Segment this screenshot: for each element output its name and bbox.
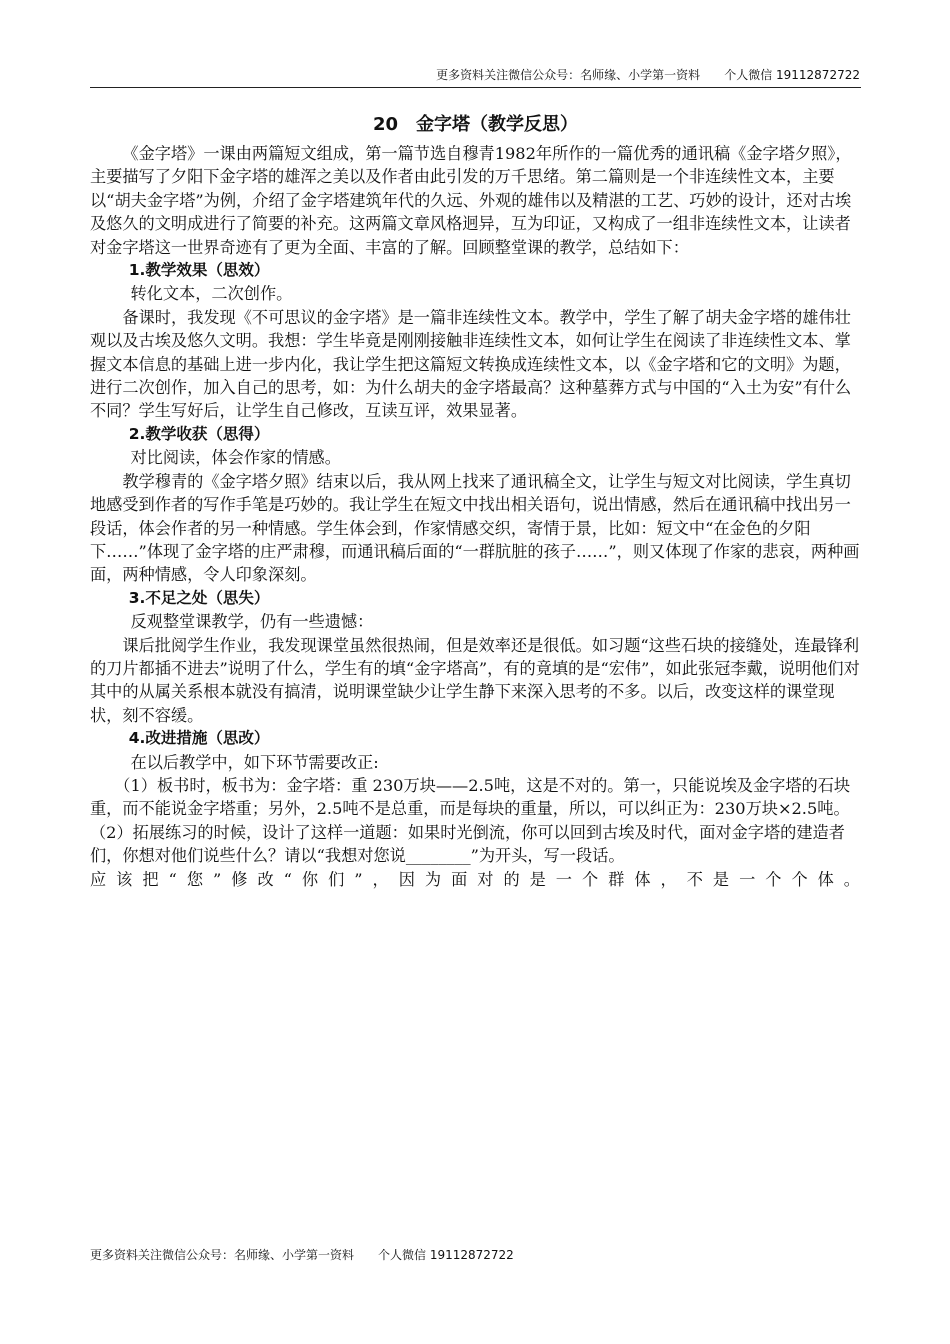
page-footer [90,1246,790,1264]
header-text: 更多资料关注微信公众号：名师缘、小学第一资料 [436,68,701,82]
title-text: 金字塔（教学反思） [416,114,579,135]
page-header [90,66,860,84]
section-paragraph: 教学穆青的《金字塔夕照》结束以后，我从网上找来了通讯稿全文，让学生与短文对比阅读，学生真切地感受到作者的写作手笔是巧妙的。我让学生在短文中找出相关语句，说出情感，然后在通讯稿中找出另一段话，体会作者的另一种情感。学生体会到，作家情感交织，寄情于景，比如：短文中“在金色的夕阳下……”体现了金字塔的庄严肃穆，而通讯稿后面的“一群肮脏的孩子……”，则又体现了作家的悲哀，两种画面，两种情感，令人印象深刻。 [90,471,860,585]
lesson-number: 20 [372,114,399,135]
section-heading: 2.教学收获（思得） [128,424,270,443]
section-improvement [90,727,861,891]
section-subtitle: 转化文本，二次创作。 [130,284,293,304]
section-paragraph: 备课时，我发现《不可思议的金字塔》是一篇非连续性文本。教学中，学生了解了胡夫金字塔的雄伟壮观以及古埃及悠久文明。我想：学生毕竟是刚刚接触非连续性文本，如何让学生在阅读了非连续性文本、掌握文本信息的基础上进一步内化，我让学生把这篇短文转换成连续性文本，以《金字塔和它的文明》为题，进行二次创作，加入自己的思考，如：为什么胡夫的金字塔最高？这种墓葬方式与中国的“入土为安”有什么不同？学生写好后，让学生自己修改，互读互评，效果显著。 [90,307,852,421]
section-subtitle: 反观整堂课教学，仍有一些遗憾： [130,612,374,632]
section-effect [90,259,861,423]
section-gain [90,423,861,587]
header-wechat: 个人微信 19112872722 [724,68,860,82]
section-paragraph: 课后批阅学生作业，我发现课堂虽然很热闹，但是效率还是很低。如习题“这些石块的接缝处，连最锋利的刀片都插不进去”说明了什么，学生有的填“金字塔高”，有的竟填的是“宏伟”，如此张冠李戴，说明他们对其中的从属关系根本就没有搞清，说明课堂缺少让学生静下来深入思考的不多。以后，改变这样的课堂现状，刻不容缓。 [90,635,860,725]
header-divider [90,87,861,88]
section-heading: 4.改进措施（思改） [128,729,270,748]
page-title [90,112,861,138]
improvement-item-2-conclusion: 应该把“您”修改“你们”，因为面对的是一个群体，不是一个个体。 [90,869,861,889]
footer-text: 更多资料关注微信公众号：名师缘、小学第一资料 [90,1248,355,1262]
section-heading: 1.教学效果（思效） [128,261,270,280]
improvement-item-2: （2）拓展练习的时候，设计了这样一道题：如果时光倒流，你可以回到古埃及时代，面对金字塔的建造者们，你想对他们说些什么？请以“我想对您说________”为开头，写一段话。 [90,822,845,866]
document-body [90,112,861,891]
section-heading: 3.不足之处（思失） [128,588,270,607]
footer-wechat: 个人微信 19112872722 [378,1248,514,1262]
intro-paragraph: 《金字塔》一课由两篇短文组成，第一篇节选自穆青1982年所作的一篇优秀的通讯稿《金字塔夕照》，主要描写了夕阳下金字塔的雄浑之美以及作者由此引发的万千思绪。第二篇则是一个非连续性文本，主要以“胡夫金字塔”为例，介绍了金字塔建筑年代的久远、外观的雄伟以及精湛的工艺、巧妙的设计，还对古埃及悠久的文明成进行了简要的补充。这两篇文章风格迥异，互为印证，又构成了一组非连续性文本，让读者对金字塔这一世界奇迹有了更为全面、丰富的了解。回顾整堂课的教学，总结如下： [90,144,852,257]
section-subtitle: 对比阅读，体会作家的情感。 [130,448,341,468]
improvement-item-1: （1）板书时，板书为：金字塔：重 230万块——2.5吨，这是不对的。第一，只能说埃及金字塔的石块重，而不能说金字塔重；另外，2.5吨不是总重，而是每块的重量，所以，可以纠正为：230万块×2.5吨。 [90,775,851,819]
section-subtitle: 在以后教学中，如下环节需要改正: [130,752,379,772]
section-shortcoming [90,587,861,727]
